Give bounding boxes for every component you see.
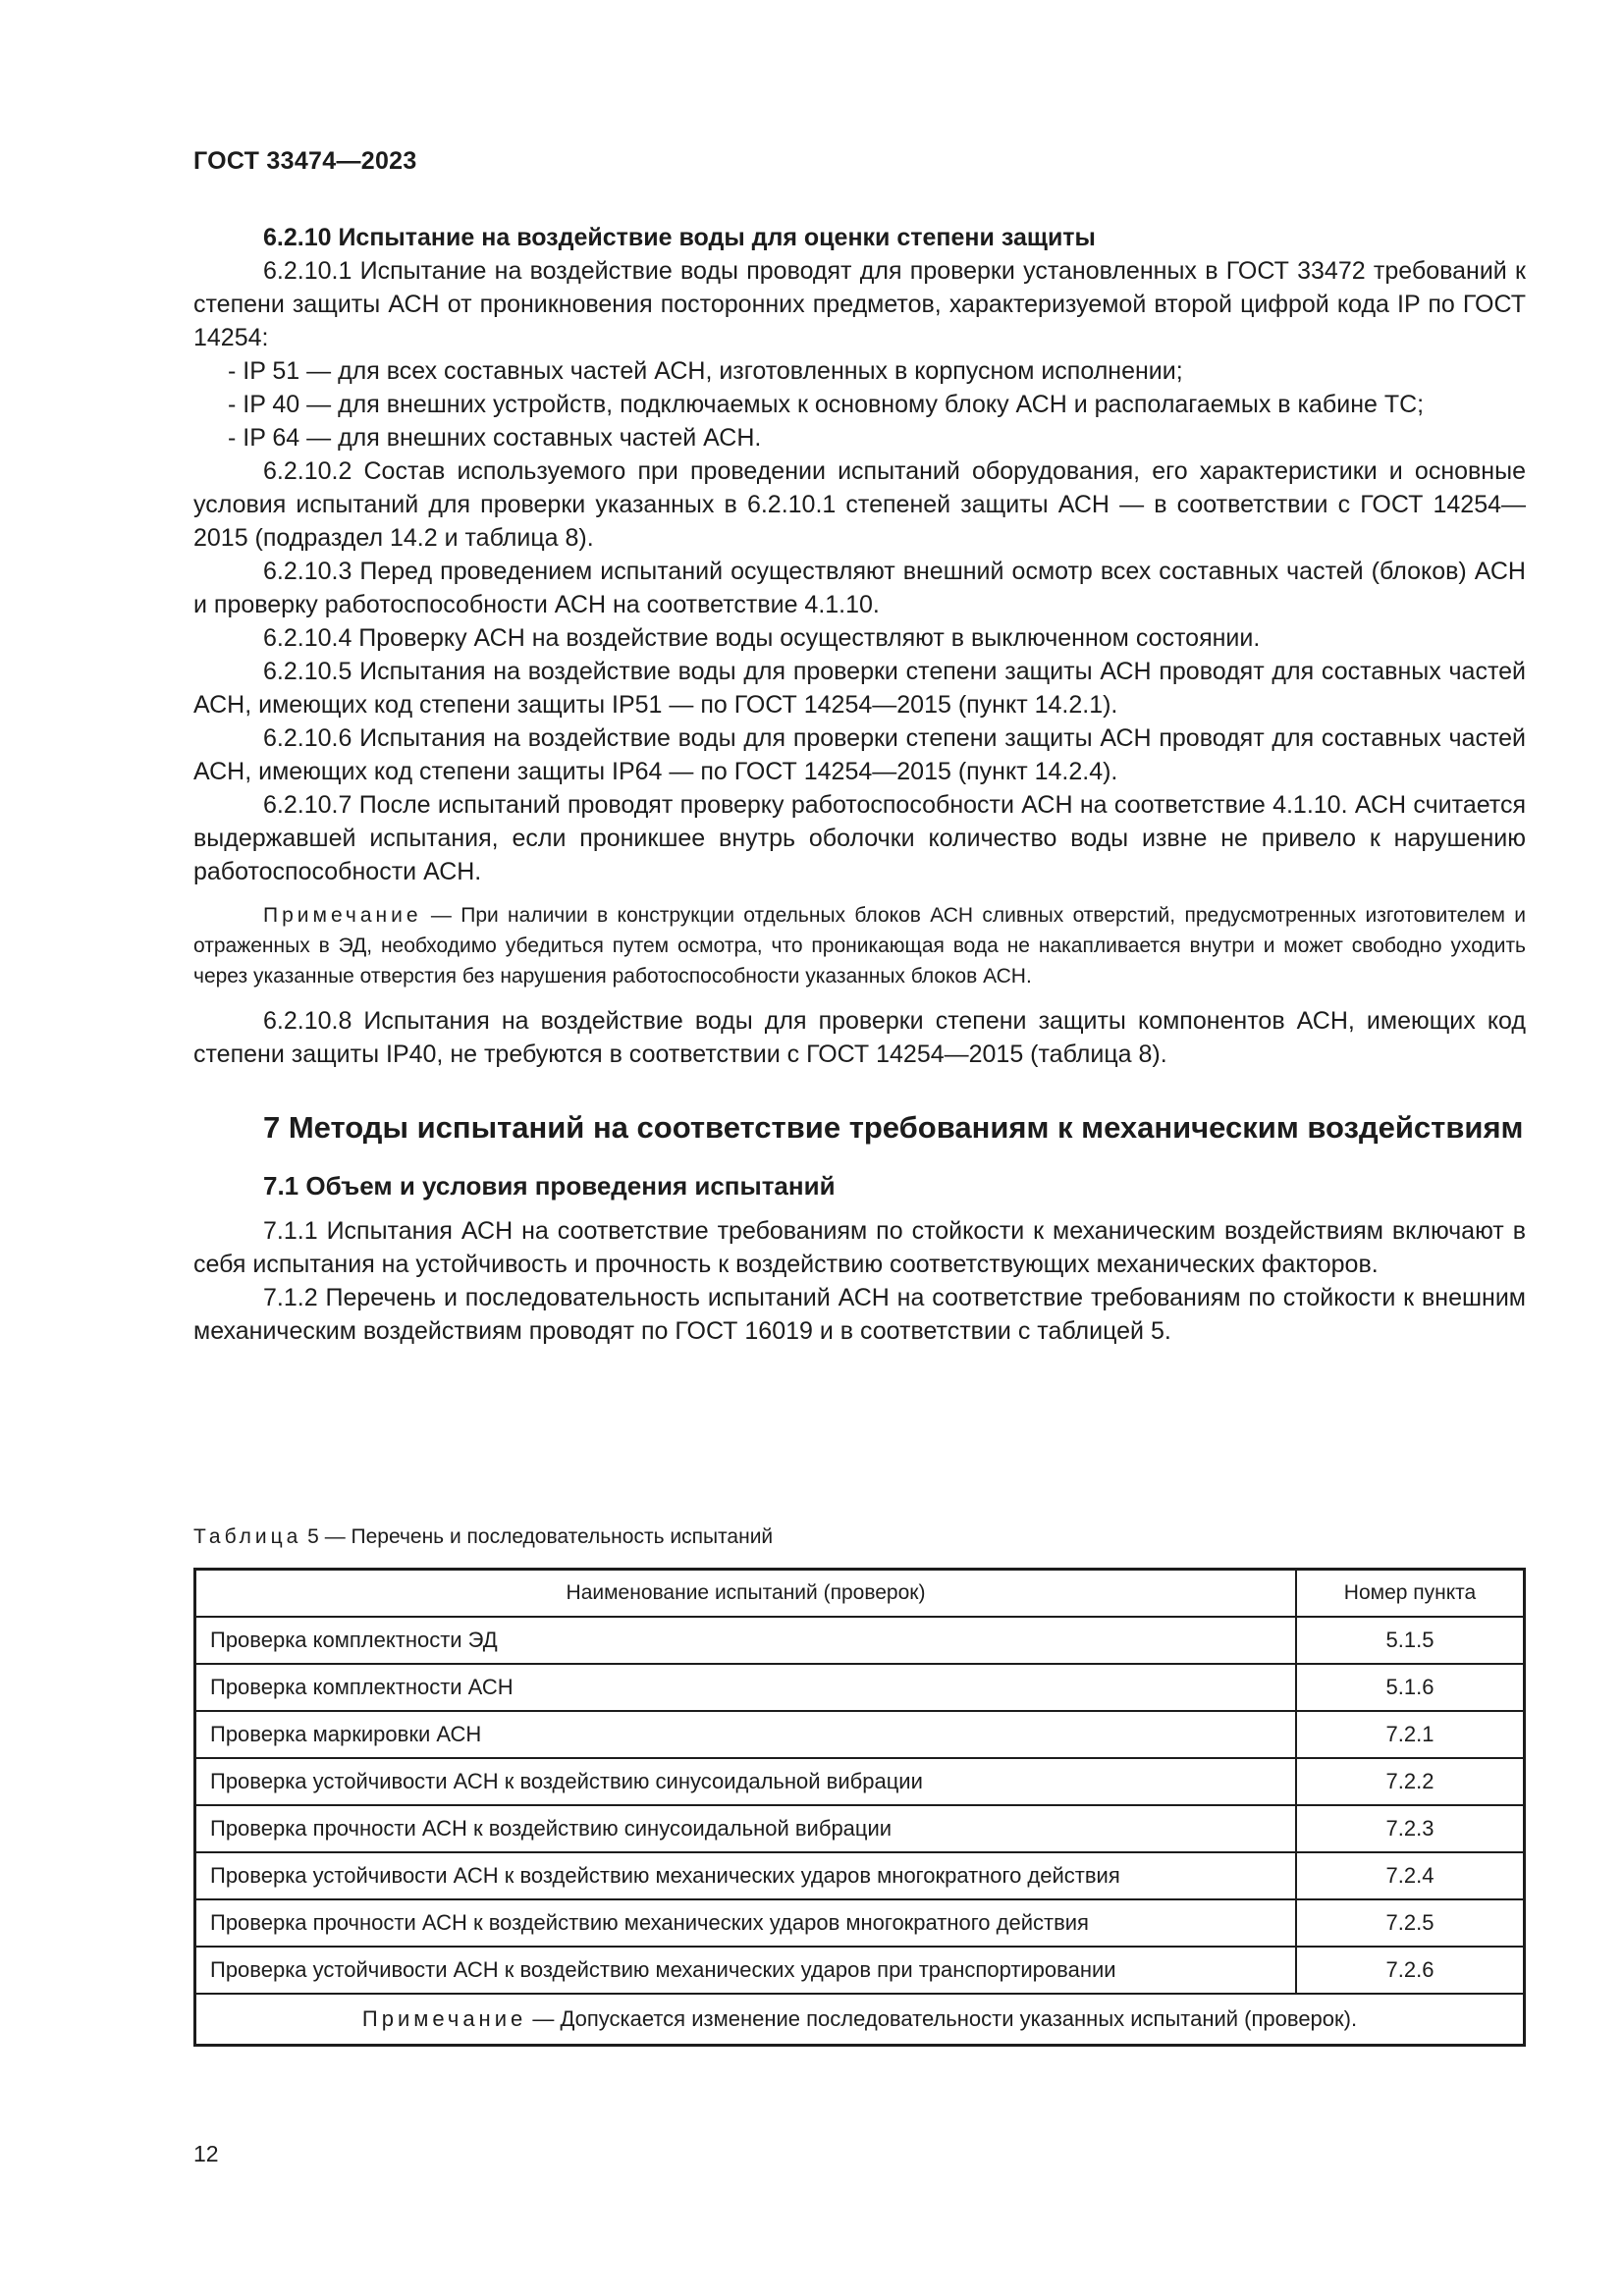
table-caption: [193, 1522, 773, 1552]
item-number-cell: 5.1.6: [1296, 1664, 1525, 1711]
item-number-cell: 7.2.5: [1296, 1899, 1525, 1947]
paragraph-6-2-10-8: 6.2.10.8 Испытания на воздействие воды для проверки степени защиты компонентов АСН, имеющих код степени защиты IP40, не требуются в соответствии с ГОСТ 14254—2015 (таблица 8).: [193, 1007, 1526, 1068]
test-name-cell: Проверка прочности АСН к воздействию синусоидальной вибрации: [195, 1805, 1297, 1852]
test-name-cell: Проверка комплектности АСН: [195, 1664, 1297, 1711]
test-name-cell: Проверка маркировки АСН: [195, 1711, 1297, 1758]
item-number-cell: 7.2.2: [1296, 1758, 1525, 1805]
note-6-2-10-7: [193, 900, 1526, 991]
paragraph-7-1-2: 7.1.2 Перечень и последовательность испытаний АСН на соответствие требованиям по стойкости к внешним механическим воздействиям проводят по ГОСТ 16019 и в соответствии с таблицей 5.: [193, 1284, 1526, 1345]
note-text: — При наличии в конструкции отдельных блоков АСН сливных отверстий, предусмотренных изготовителем и отраженных в ЭД, необходимо убедиться путем осмотра, что проникающая вода не накапливается внутри и может свободно уходить через указанные отверстия без нарушения работоспособности указанных блоков АСН.: [193, 904, 1526, 988]
table-note-cell: [195, 1994, 1525, 2046]
table-note-text: — Допускается изменение последовательности указанных испытаний (проверок).: [526, 2006, 1358, 2031]
test-name-cell: Проверка устойчивости АСН к воздействию механических ударов многократного действия: [195, 1852, 1297, 1899]
list-item-ip40: - IP 40 — для внешних устройств, подключаемых к основному блоку АСН и располагаемых в кабине ТС;: [228, 391, 1425, 418]
document-code: ГОСТ 33474—2023: [193, 147, 417, 175]
section-6-2-10-heading: 6.2.10 Испытание на воздействие воды для оценки степени защиты: [263, 224, 1096, 251]
table-row: [195, 1664, 1525, 1711]
table-row: [195, 1758, 1525, 1805]
test-name-cell: Проверка устойчивости АСН к воздействию синусоидальной вибрации: [195, 1758, 1297, 1805]
section-7-1-heading: 7.1 Объем и условия проведения испытаний: [263, 1171, 836, 1201]
test-name-cell: Проверка прочности АСН к воздействию механических ударов многократного действия: [195, 1899, 1297, 1947]
column-header-number: Номер пункта: [1296, 1570, 1525, 1618]
paragraph-6-2-10-6: 6.2.10.6 Испытания на воздействие воды для проверки степени защиты АСН проводят для составных частей АСН, имеющих код степени защиты IP64 — по ГОСТ 14254—2015 (пункт 14.2.4).: [193, 724, 1526, 785]
test-name-cell: Проверка устойчивости АСН к воздействию механических ударов при транспортировании: [195, 1947, 1297, 1994]
table-caption-label: Таблица: [193, 1525, 302, 1548]
page-content: [193, 221, 1526, 1348]
paragraph-6-2-10-4: 6.2.10.4 Проверку АСН на воздействие воды осуществляют в выключенном состоянии.: [263, 624, 1261, 652]
table-header-row: [195, 1570, 1525, 1618]
list-item-ip51: - IP 51 — для всех составных частей АСН, изготовленных в корпусном исполнении;: [228, 357, 1183, 385]
section-7-heading: 7 Методы испытаний на соответствие требованиям к механическим воздействиям: [263, 1110, 1524, 1145]
table-row: [195, 1711, 1525, 1758]
list-item-ip64: - IP 64 — для внешних составных частей АСН.: [228, 424, 762, 452]
table-row: [195, 1947, 1525, 1994]
tests-table: [193, 1568, 1526, 2047]
item-number-cell: 7.2.1: [1296, 1711, 1525, 1758]
paragraph-6-2-10-2: 6.2.10.2 Состав используемого при проведении испытаний оборудования, его характеристики и основные условия испытаний для проверки указанных в 6.2.10.1 степеней защиты АСН — в соответствии с ГОСТ 14254—2015 (подраздел 14.2 и таблица 8).: [193, 457, 1526, 552]
table-row: [195, 1617, 1525, 1664]
paragraph-6-2-10-1: 6.2.10.1 Испытание на воздействие воды проводят для проверки установленных в ГОСТ 33472 требований к степени защиты АСН от проникновения посторонних предметов, характеризуемой второй цифрой кода IP по ГОСТ 14254:: [193, 257, 1526, 351]
paragraph-6-2-10-7: 6.2.10.7 После испытаний проводят проверку работоспособности АСН на соответствие 4.1.10. АСН считается выдержавшей испытания, если проникшее внутрь оболочки количество воды извне не привело к нарушению работоспособности АСН.: [193, 791, 1526, 885]
column-header-name: Наименование испытаний (проверок): [195, 1570, 1297, 1618]
item-number-cell: 5.1.5: [1296, 1617, 1525, 1664]
item-number-cell: 7.2.3: [1296, 1805, 1525, 1852]
table-row: [195, 1899, 1525, 1947]
note-label: Примечание: [263, 904, 422, 927]
paragraph-7-1-1: 7.1.1 Испытания АСН на соответствие требованиям по стойкости к механическим воздействиям включают в себя испытания на устойчивость и прочность к воздействию соответствующих механических факторов.: [193, 1217, 1526, 1278]
table-caption-text: 5 — Перечень и последовательность испытаний: [301, 1525, 774, 1548]
table-row: [195, 1852, 1525, 1899]
table-row: [195, 1805, 1525, 1852]
table-note-label: Примечание: [361, 2006, 527, 2031]
page-number: 12: [193, 2141, 219, 2166]
paragraph-6-2-10-5: 6.2.10.5 Испытания на воздействие воды для проверки степени защиты АСН проводят для составных частей АСН, имеющих код степени защиты IP51 — по ГОСТ 14254—2015 (пункт 14.2.1).: [193, 658, 1526, 719]
item-number-cell: 7.2.4: [1296, 1852, 1525, 1899]
test-name-cell: Проверка комплектности ЭД: [195, 1617, 1297, 1664]
item-number-cell: 7.2.6: [1296, 1947, 1525, 1994]
paragraph-6-2-10-3: 6.2.10.3 Перед проведением испытаний осуществляют внешний осмотр всех составных частей (блоков) АСН и проверку работоспособности АСН на соответствие 4.1.10.: [193, 558, 1526, 618]
table-note-row: [195, 1994, 1525, 2046]
